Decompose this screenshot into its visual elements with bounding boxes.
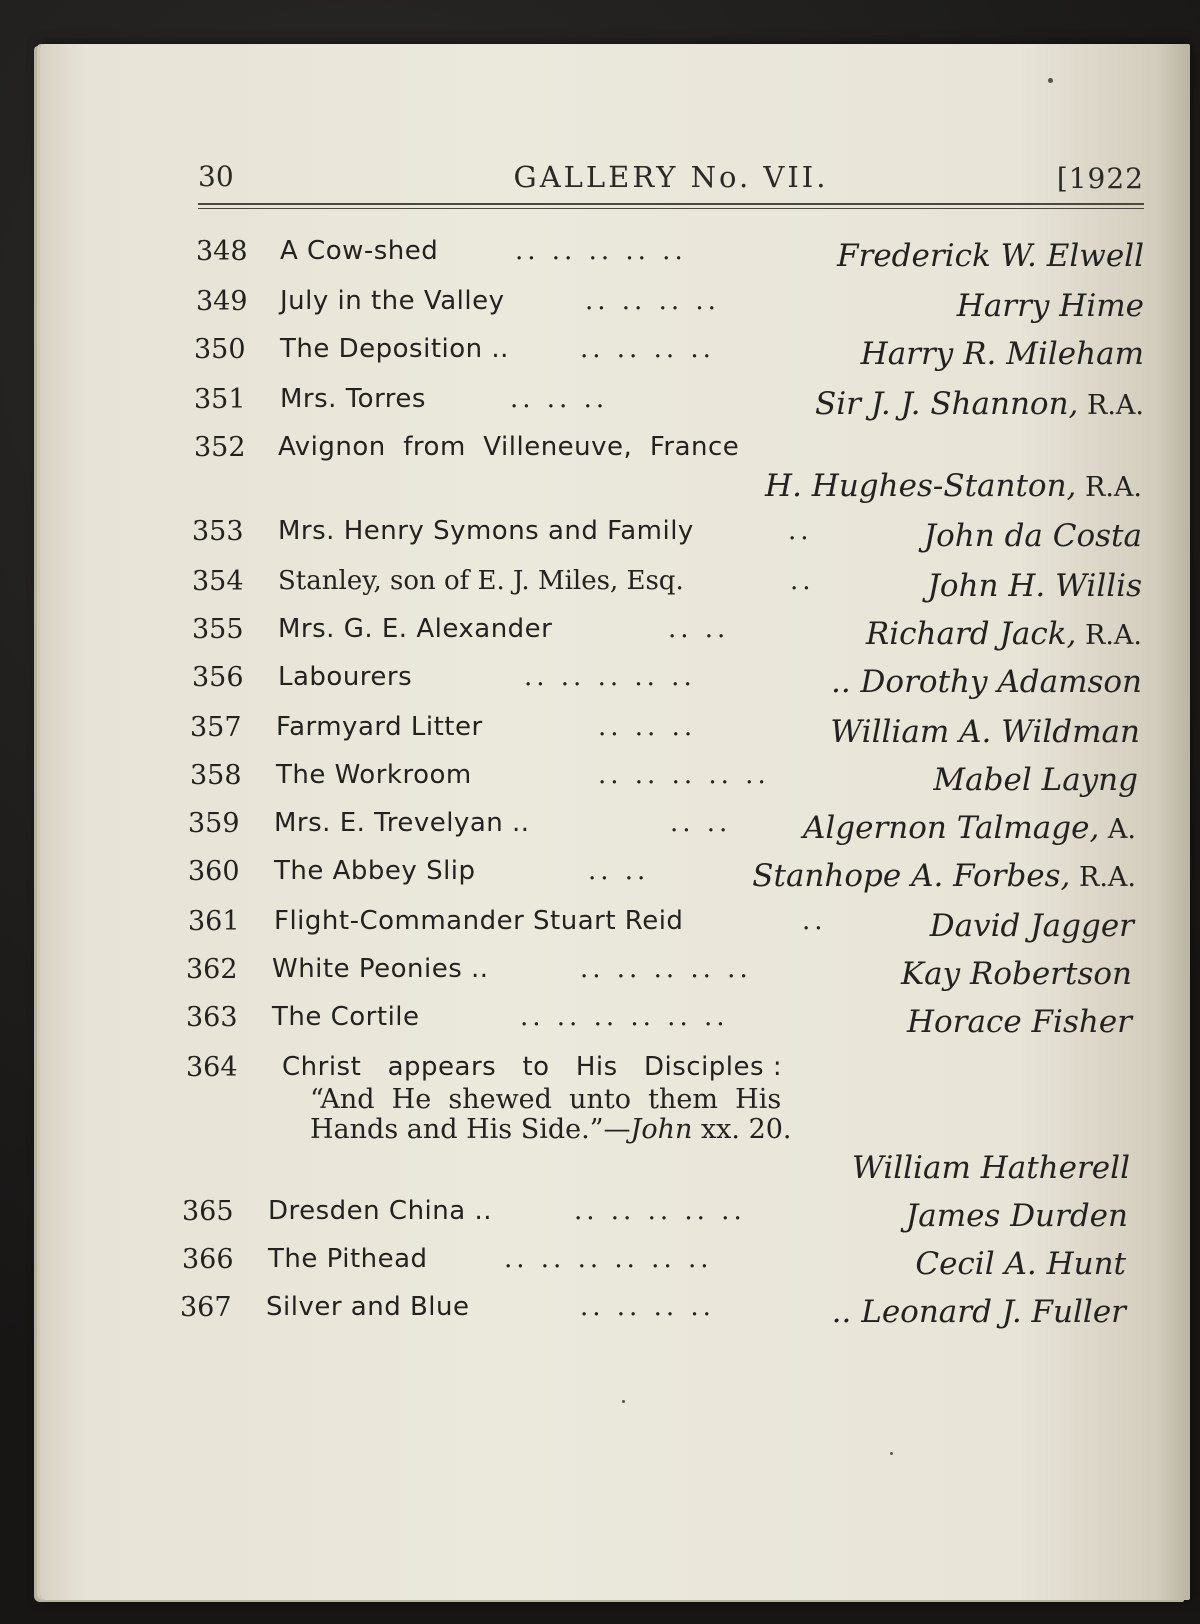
entry-title: July in the Valley	[280, 286, 505, 316]
entry-title: Labourers	[278, 662, 413, 692]
entry-artist: .. Dorothy Adamson	[831, 664, 1142, 700]
entry-artist: Sir J. J. Shannon, R.A.	[815, 386, 1144, 422]
entry-artist: Richard Jack, R.A.	[865, 616, 1142, 652]
entry-number: 349	[196, 286, 248, 317]
entry-number: 357	[190, 712, 242, 743]
entry-leader: .. .. ..	[598, 712, 697, 742]
entry-title: Mrs. G. E. Alexander	[278, 614, 553, 644]
entry-title: Stanley, son of E. J. Miles, Esq.	[278, 566, 684, 596]
entry-number: 348	[196, 236, 248, 267]
entry-number: 365	[182, 1196, 234, 1227]
entry-artist: Harry Hime	[956, 288, 1144, 324]
entry-artist: Harry R. Mileham	[860, 336, 1144, 372]
entry-number: 364	[186, 1052, 238, 1083]
entry-leader: .. ..	[588, 856, 650, 886]
page-number: 30	[198, 160, 234, 193]
entry-title: Mrs. Torres	[280, 384, 426, 414]
entry-artist: Horace Fisher	[906, 1004, 1132, 1040]
entry-number: 358	[190, 760, 242, 791]
entry-title: Silver and Blue	[266, 1292, 470, 1322]
entry-title: Flight-Commander Stuart Reid	[274, 906, 684, 936]
entry-artist: Mabel Layng	[933, 762, 1138, 798]
entry-artist: William Hatherell	[852, 1150, 1130, 1186]
paper-speck	[622, 1400, 625, 1403]
entry-artist: Cecil A. Hunt	[915, 1246, 1126, 1282]
entry-artist: Stanhope A. Forbes, R.A.	[752, 858, 1136, 894]
entry-artist: Algernon Talmage, A.	[802, 810, 1136, 846]
entry-leader: .. .. .. .. ..	[574, 1196, 746, 1226]
entry-artist: William A. Wildman	[830, 714, 1140, 750]
entry-title: Mrs. Henry Symons and Family	[278, 516, 694, 546]
entry-number: 359	[188, 808, 240, 839]
entry-leader: .. .. .. .. .. ..	[520, 1002, 729, 1032]
entry-leader: .. .. .. .. .. ..	[504, 1244, 713, 1274]
entry-leader: ..	[802, 906, 827, 936]
entry-artist: .. Leonard J. Fuller	[831, 1294, 1126, 1330]
entry-number: 353	[192, 516, 244, 547]
entry-number: 366	[182, 1244, 234, 1275]
entry-number: 354	[192, 566, 244, 597]
entry-title: The Workroom	[276, 760, 472, 790]
entry-title: Avignon from Villeneuve, France	[278, 432, 740, 462]
entry-artist: James Durden	[905, 1198, 1128, 1234]
entry-number: 355	[192, 614, 244, 645]
entry-number: 360	[188, 856, 240, 887]
entry-leader: .. .. .. .. ..	[515, 236, 687, 266]
entry-leader: ..	[788, 516, 813, 546]
entry-number: 362	[186, 954, 238, 985]
quote-line-2: Hands and His Side.”—John xx. 20.	[310, 1114, 792, 1145]
entry-title: A Cow-shed	[280, 236, 439, 266]
entry-artist: David Jagger	[929, 908, 1134, 944]
entry-artist: John da Costa	[923, 518, 1142, 554]
entry-leader: ..	[790, 566, 815, 596]
entry-number: 363	[186, 1002, 238, 1033]
year-mark: [1922	[1056, 162, 1144, 195]
entry-title: The Abbey Slip	[274, 856, 476, 886]
entry-leader: .. .. ..	[510, 384, 609, 414]
entry-leader: .. .. .. .. ..	[580, 954, 752, 984]
entry-title: The Pithead	[268, 1244, 428, 1274]
entry-number: 361	[188, 906, 240, 937]
entry-artist: Frederick W. Elwell	[836, 238, 1144, 274]
entry-title: Dresden China ..	[268, 1196, 492, 1226]
entry-number: 350	[194, 334, 246, 365]
entry-leader: .. .. .. ..	[580, 334, 715, 364]
entry-artist: H. Hughes-Stanton, R.A.	[765, 468, 1142, 504]
entry-number: 356	[192, 662, 244, 693]
entry-leader: .. .. .. .. ..	[524, 662, 696, 692]
paper-speck	[890, 1452, 893, 1455]
entry-title: Christ appears to His Disciples :	[282, 1052, 783, 1082]
entry-title: Mrs. E. Trevelyan ..	[274, 808, 530, 838]
entry-number: 352	[194, 432, 246, 463]
quote-reference: John	[630, 1114, 693, 1145]
entry-number: 351	[194, 384, 246, 415]
quote-line-1: “And He shewed unto them His	[310, 1084, 782, 1115]
entry-leader: .. ..	[670, 808, 732, 838]
entry-title: White Peonies ..	[272, 954, 489, 984]
entry-number: 367	[180, 1292, 232, 1323]
entry-artist: John H. Willis	[927, 568, 1142, 604]
entry-artist: Kay Robertson	[900, 956, 1132, 992]
entry-leader: .. .. .. .. ..	[598, 760, 770, 790]
entry-leader: .. .. .. ..	[585, 286, 720, 316]
entry-leader: .. .. .. ..	[580, 1292, 715, 1322]
entry-leader: .. ..	[668, 614, 730, 644]
entry-title: The Deposition ..	[280, 334, 509, 364]
running-title: GALLERY No. VII.	[513, 160, 829, 194]
paper-speck	[1048, 78, 1053, 83]
entry-title: Farmyard Litter	[276, 712, 483, 742]
entry-title: The Cortile	[272, 1002, 420, 1032]
